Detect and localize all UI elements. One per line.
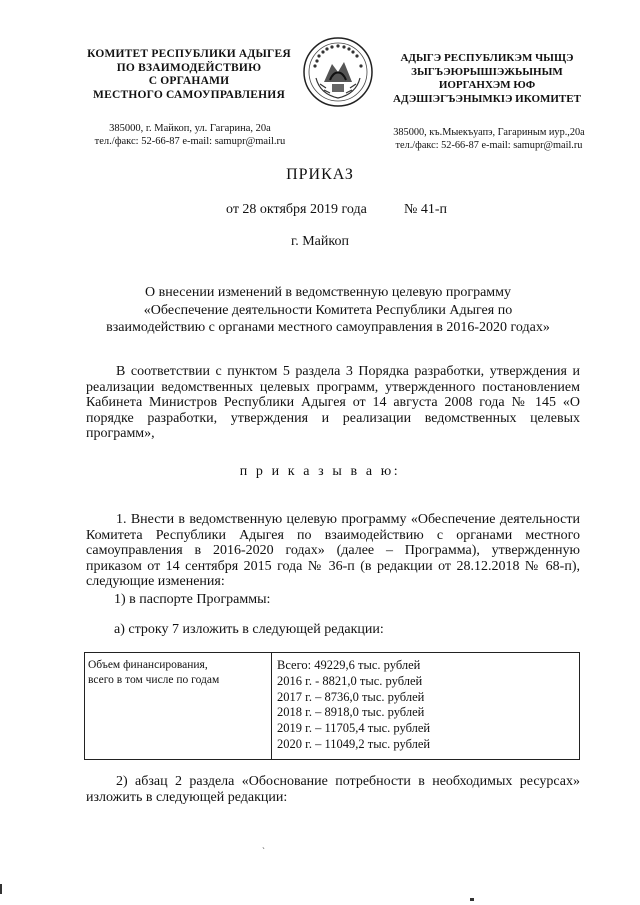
document-date: от 28 октября 2019 года (226, 202, 367, 217)
scan-mark: ` (262, 846, 265, 856)
item-1-sub-1a: а) строку 7 изложить в следующей редакции: (114, 622, 384, 637)
funding-year-row: 2018 г. – 8918,0 тыс. рублей (277, 705, 425, 720)
funding-year-row: 2019 г. – 11705,4 тыс. рублей (277, 721, 431, 736)
org-name-line: ЗЫГЪЭЮРЫШІЭЖЬЫНЫМ (411, 65, 563, 78)
address-russian (84, 122, 296, 148)
order-word: п р и к а з ы в а ю: (239, 464, 401, 479)
table-label-line: всего в том числе по годам (88, 674, 220, 686)
org-name-line: МЕСТНОГО САМОУПРАВЛЕНИЯ (93, 88, 285, 101)
org-name-line: С ОРГАНАМИ (148, 75, 230, 87)
item-1-sub-1: 1) в паспорте Программы: (114, 592, 271, 607)
funding-year-row: 2016 г. - 8821,0 тыс. рублей (277, 673, 423, 688)
org-name-line: АДЫГЭ РЕСПУБЛИКЭМ ЧЫЩЭ (400, 52, 574, 64)
funding-year-row: 2020 г. – 11049,2 тыс. рублей (277, 736, 431, 751)
item-1-paragraph: 1. Внести в ведомственную целевую программу «Обеспечение деятельности Комитета Республики Адыгея по взаимодействию с органами местного самоуправления в 2016-2020 годах» (далее – Программа), утвержденную приказом от 14 сентября 2015 года № 36-п (в редакции от 28.12.2018 № 68-п), следующие изменения: (86, 512, 580, 589)
org-name-line: ПО ВЗАИМОДЕЙСТВИЮ (116, 61, 262, 74)
address-adyghe (378, 126, 600, 152)
contact-line: тел./факс: 52-66-87 e-mail: samupr@mail.ru (94, 136, 286, 147)
scan-speck (470, 898, 474, 901)
document-number: № 41-п (404, 202, 448, 217)
preamble-paragraph: В соответствии с пунктом 5 раздела 3 Порядка разработки, утверждения и реализации ведомственных целевых программ, утвержденного постановлением Кабинета Министров Республики Адыгея от 14 августа 2008 года № 145 «О порядке разработки, утверждения и реализации ведомственных целевых программ», (86, 364, 580, 441)
address-line: 385000, г. Майкоп, ул. Гагарина, 20а (109, 123, 271, 134)
funding-total: Всего: 49229,6 тыс. рублей (277, 658, 421, 672)
document-city: г. Майкоп (291, 234, 349, 249)
document-title: ПРИКАЗ (286, 166, 354, 183)
subject-line: взаимодействию с органами местного самоуправления в 2016-2020 годах» (106, 320, 550, 335)
org-name-russian (78, 48, 300, 102)
table-label-line: Объем финансирования, (88, 659, 208, 671)
org-name-line: ИОРГАНХЭМ ЮФ (438, 79, 536, 91)
coat-of-arms-adygea-icon (302, 36, 374, 108)
funding-table-value-cell (277, 658, 577, 753)
org-name-line: КОМИТЕТ РЕСПУБЛИКИ АДЫГЕЯ (87, 48, 291, 60)
org-name-adyghe (376, 52, 598, 106)
subject-line: О внесении изменений в ведомственную целевую программу (145, 285, 511, 300)
document-subject (80, 284, 576, 337)
org-name-line: АДЭШІЭГЪЭНЫМКІЭ ИКОМИТЕТ (393, 92, 581, 105)
funding-table-label-cell (88, 658, 268, 688)
funding-table (84, 652, 580, 760)
scan-edge-mark (0, 884, 2, 894)
address-line: 385000, къ.Мыекъуапэ, Гагариным иур.,20а (393, 127, 585, 138)
table-divider (271, 653, 272, 759)
subject-line: «Обеспечение деятельности Комитета Республики Адыгея по (143, 302, 513, 318)
item-2-paragraph: 2) абзац 2 раздела «Обоснование потребности в необходимых ресурсах» изложить в следующей редакции: (86, 774, 580, 805)
contact-line: тел./факс: 52-66-87 e-mail: samupr@mail.ru (395, 140, 583, 151)
funding-year-row: 2017 г. – 8736,0 тыс. рублей (277, 689, 425, 704)
